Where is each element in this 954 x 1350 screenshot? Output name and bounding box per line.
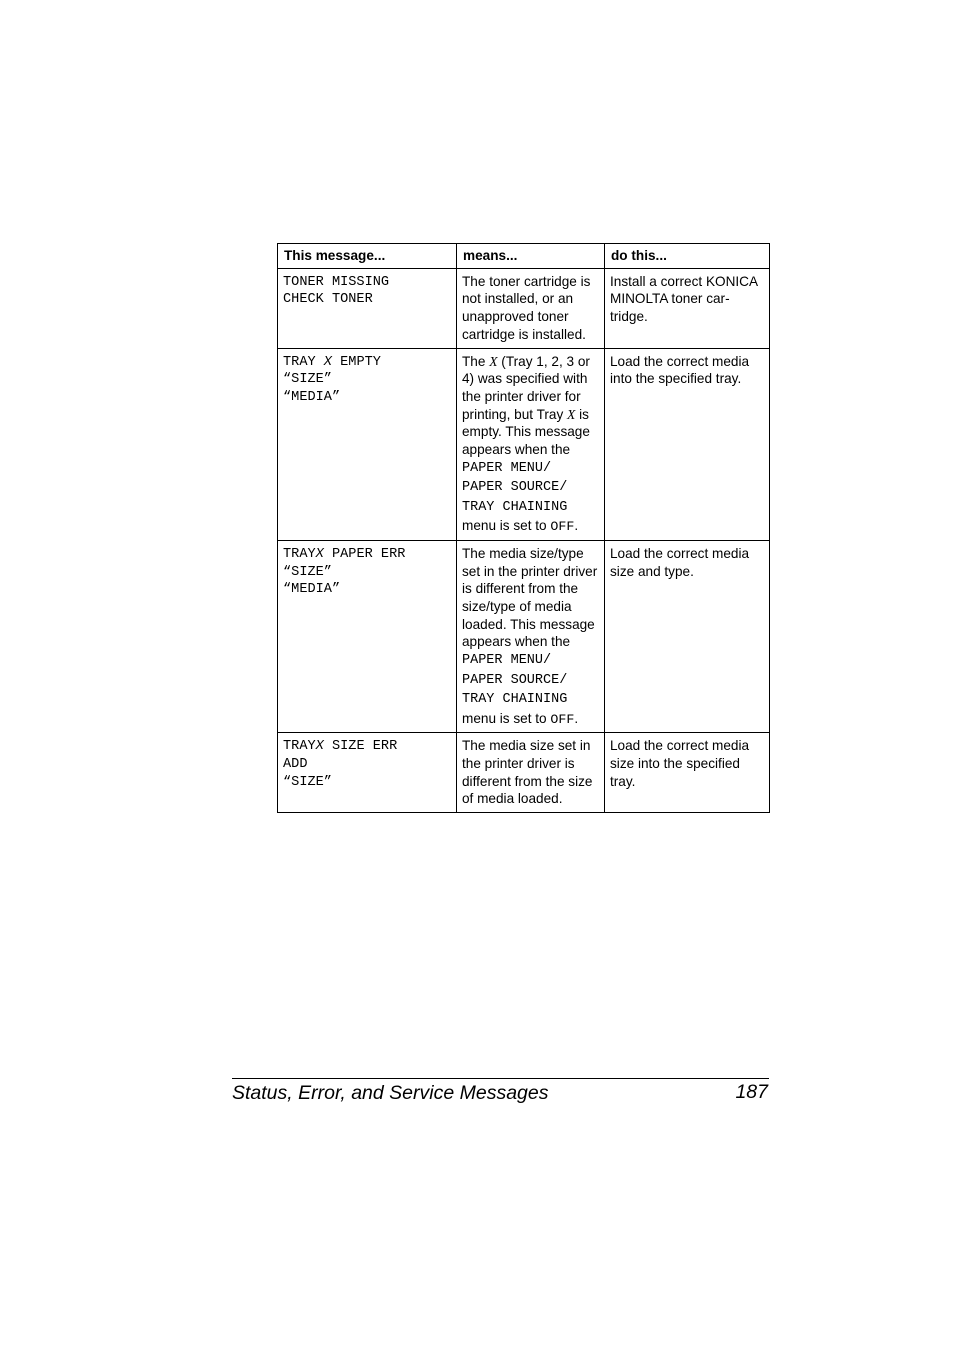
menu-path-line: PAPER MENU/: [462, 653, 552, 669]
means-text: (Tray 1, 2, 3 or 4) was specified with the printer driver for printing, but Tray: [462, 353, 590, 422]
message-cell: [278, 268, 457, 348]
table-row: [278, 268, 770, 348]
table-row: [278, 348, 770, 540]
menu-path-line: PAPER MENU/: [462, 460, 552, 476]
message-line: “MEDIA”: [283, 389, 341, 405]
table-row: [278, 540, 770, 732]
menu-path-line: TRAY CHAINING: [462, 692, 568, 708]
means-text: The: [462, 353, 490, 369]
means-text: .: [574, 710, 579, 726]
means-text: The media size/type set in the printer driver is different from the size/type of media loaded. This message appears when the: [462, 545, 598, 650]
table-row: [278, 733, 770, 813]
means-text: menu is set to: [462, 710, 551, 726]
off-value: OFF: [550, 711, 575, 727]
header-do-this: do this...: [605, 244, 770, 269]
means-cell: The media size set in the printer driver is different from the size of media loaded.: [457, 733, 605, 813]
menu-path-line: PAPER SOURCE/: [462, 672, 568, 688]
message-cell: [278, 540, 457, 732]
message-line: TONER MISSING: [283, 274, 390, 290]
message-line: “SIZE”: [283, 774, 332, 790]
tray-variable: X: [567, 406, 576, 422]
header-means: means...: [457, 244, 605, 269]
message-line: “SIZE”: [283, 564, 332, 580]
message-line: TRAY X EMPTY: [283, 354, 381, 370]
action-cell: Load the correct media size into the specified tray.: [605, 733, 770, 813]
header-message: This message...: [278, 244, 457, 269]
page-number: 187: [735, 1081, 768, 1103]
footer-divider: [232, 1078, 769, 1079]
means-cell: [457, 540, 605, 732]
action-cell: Load the correct media size and type.: [605, 540, 770, 732]
action-cell: Load the correct media into the specified tray.: [605, 348, 770, 540]
means-text: is empty. This message appears when the: [462, 406, 590, 458]
means-cell: [457, 348, 605, 540]
means-cell: The toner cartridge is not installed, or an unapproved toner cartridge is installed.: [457, 268, 605, 348]
means-text: menu is set to: [462, 518, 551, 534]
off-value: OFF: [550, 519, 575, 535]
message-line: TRAYX SIZE ERR: [283, 739, 398, 755]
menu-path-line: PAPER SOURCE/: [462, 480, 568, 496]
tray-variable: X: [489, 353, 498, 369]
message-cell: [278, 733, 457, 813]
footer-section-title: Status, Error, and Service Messages: [232, 1082, 549, 1104]
table-header-row: [278, 244, 770, 269]
menu-path-line: TRAY CHAINING: [462, 499, 568, 515]
action-cell: Install a correct KONICA MINOLTA toner car-tridge.: [605, 268, 770, 348]
means-text: .: [574, 518, 579, 534]
status-messages-table: [277, 243, 770, 813]
message-line: CHECK TONER: [283, 292, 373, 308]
message-line: “SIZE”: [283, 372, 332, 388]
message-cell: [278, 348, 457, 540]
message-line: TRAYX PAPER ERR: [283, 546, 406, 562]
message-line: ADD: [283, 757, 308, 773]
message-line: “MEDIA”: [283, 582, 341, 598]
